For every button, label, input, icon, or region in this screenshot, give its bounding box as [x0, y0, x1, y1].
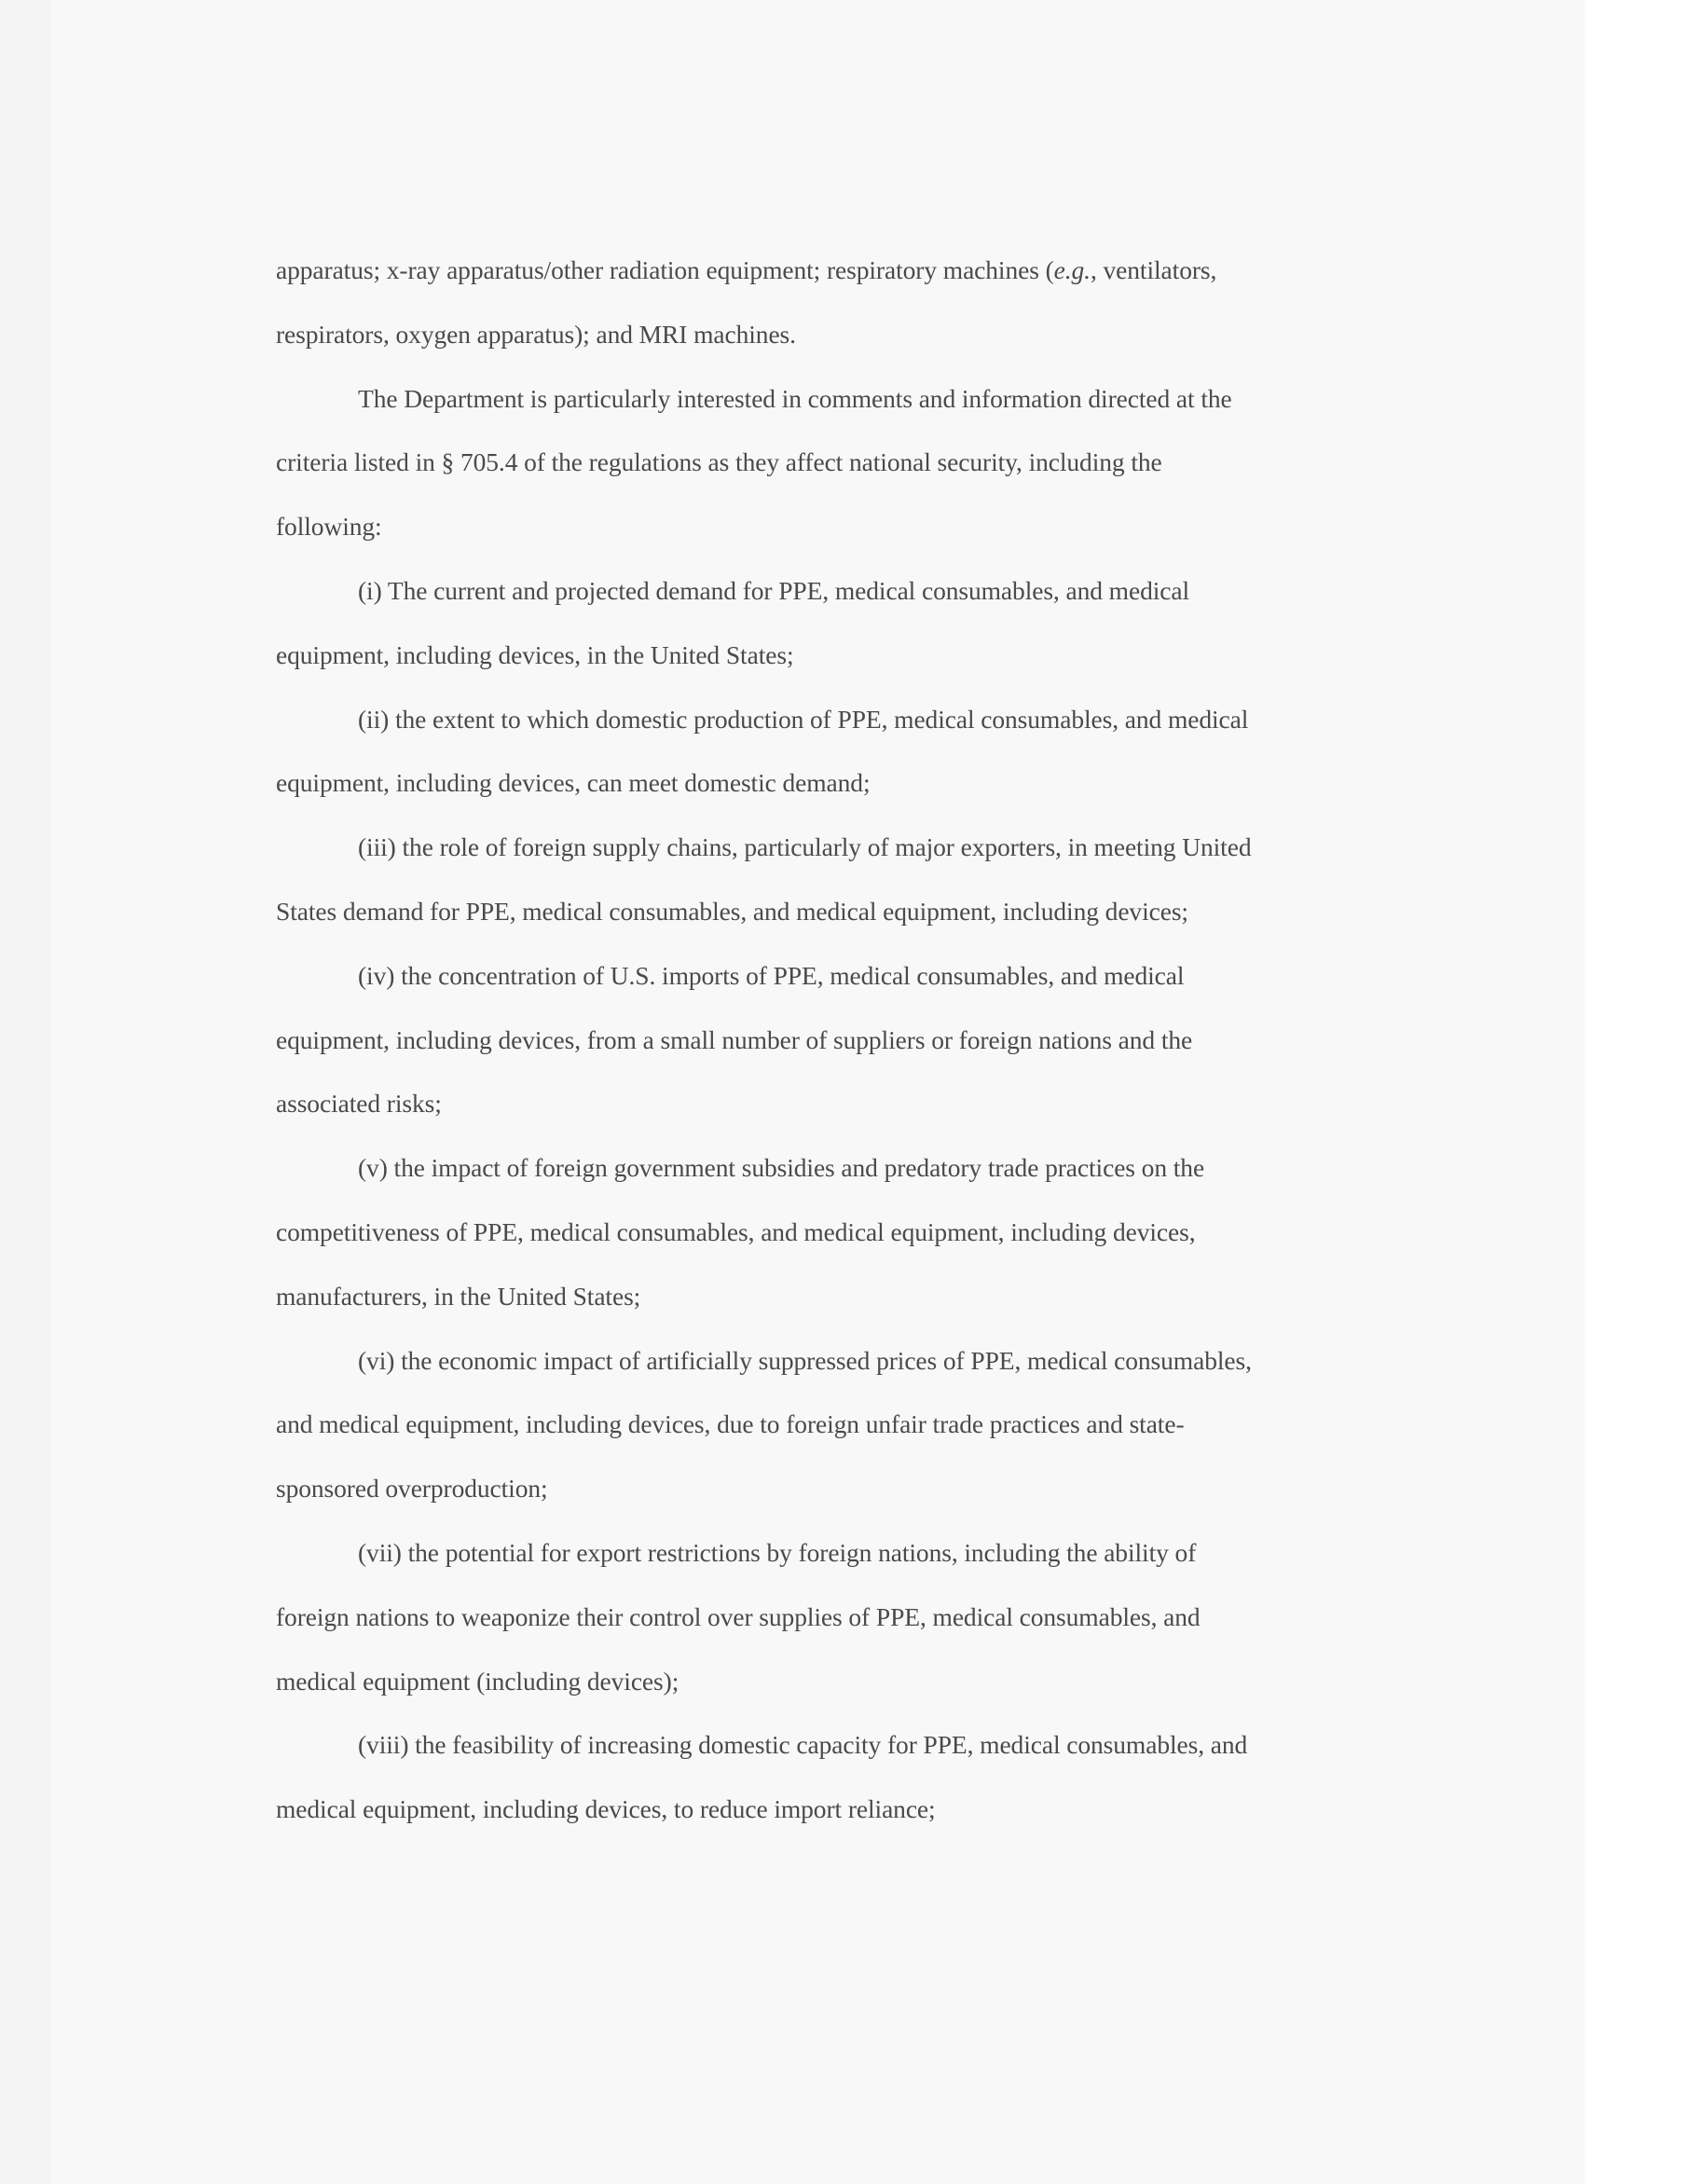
text-line: criteria listed in § 705.4 of the regulations as they affect national security, including the: [276, 447, 1162, 477]
text-line: competitiveness of PPE, medical consumables, and medical equipment, including devices,: [276, 1216, 1196, 1246]
text-line: equipment, including devices, from a small number of suppliers or foreign nations and the: [276, 1024, 1193, 1054]
list-item-ii: [276, 688, 1348, 817]
text-line: medical equipment, including devices, to reduce import reliance;: [276, 1794, 936, 1824]
text-line: and medical equipment, including devices, due to foreign unfair trade practices and state-: [276, 1409, 1185, 1439]
text-line: sponsored overproduction;: [276, 1474, 548, 1504]
document-body: [276, 239, 1348, 1842]
paragraph-intro-continuation: [276, 239, 1348, 367]
text-line: The Department is particularly interested in comments and information directed at the: [358, 383, 1232, 413]
list-item-v: [276, 1136, 1348, 1328]
text-line: (iv) the concentration of U.S. imports of PPE, medical consumables, and medical: [358, 960, 1185, 990]
text-line: (vi) the economic impact of artificially suppressed prices of PPE, medical consumables,: [358, 1345, 1252, 1375]
text-line: (viii) the feasibility of increasing domestic capacity for PPE, medical consumables, and: [358, 1730, 1248, 1760]
text-line: respirators, oxygen apparatus); and MRI machines.: [276, 319, 796, 349]
text-line: equipment, including devices, in the United States;: [276, 639, 794, 669]
list-item-viii: [276, 1713, 1348, 1842]
text-line: (vii) the potential for export restrictions by foreign nations, including the ability of: [358, 1537, 1197, 1567]
text-line: following:: [276, 512, 382, 542]
text-line: States demand for PPE, medical consumables, and medical equipment, including devices;: [276, 896, 1188, 926]
italic-eg: e.g.: [1053, 255, 1091, 284]
list-item-i: [276, 559, 1348, 688]
text-line: (v) the impact of foreign government subsidies and predatory trade practices on the: [358, 1153, 1205, 1183]
list-item-iv: [276, 944, 1348, 1136]
text-line: medical equipment (including devices);: [276, 1666, 679, 1696]
text-line: (i) The current and projected demand for PPE, medical consumables, and medical: [358, 575, 1190, 605]
text-line: (ii) the extent to which domestic production of PPE, medical consumables, and medical: [358, 704, 1249, 734]
list-item-vii: [276, 1521, 1348, 1713]
list-item-vi: [276, 1329, 1348, 1521]
scan-edge-shadow: [0, 0, 51, 2184]
text-line: manufacturers, in the United States;: [276, 1281, 641, 1311]
text-line: foreign nations to weaponize their control over supplies of PPE, medical consumables, and: [276, 1601, 1201, 1631]
text-line: apparatus; x-ray apparatus/other radiation equipment; respiratory machines (e.g., ventilators,: [276, 255, 1217, 284]
text-line: equipment, including devices, can meet domestic demand;: [276, 768, 871, 798]
list-item-iii: [276, 816, 1348, 944]
text-line: associated risks;: [276, 1089, 442, 1119]
text-line: (iii) the role of foreign supply chains, particularly of major exporters, in meeting United: [358, 832, 1252, 862]
paragraph-department-interest: [276, 367, 1348, 559]
